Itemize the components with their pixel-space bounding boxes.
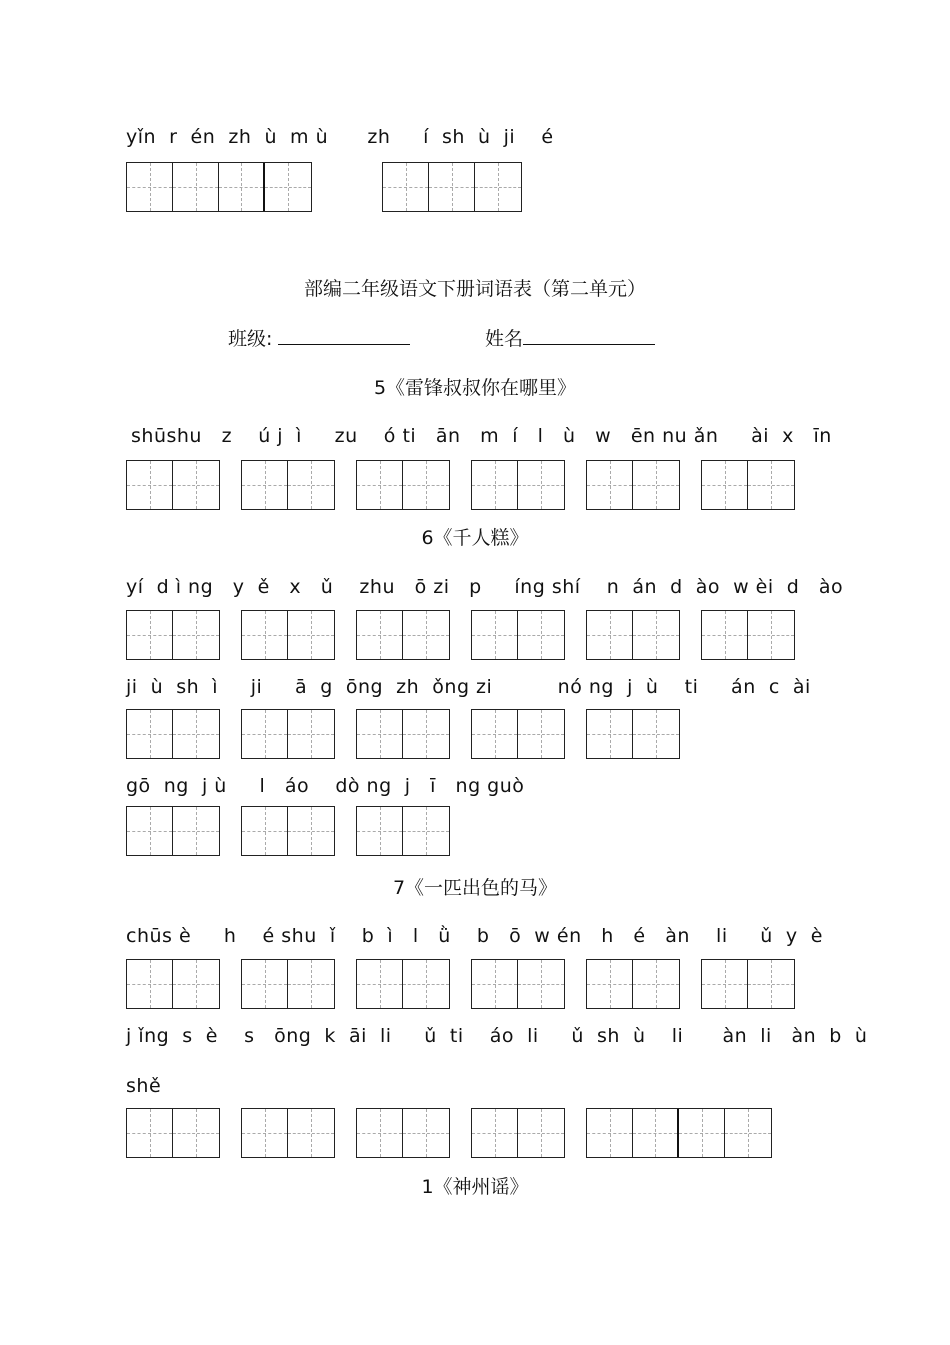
char-box-group[interactable] xyxy=(471,610,565,660)
char-box[interactable] xyxy=(633,1109,679,1157)
name-blank[interactable] xyxy=(523,326,655,345)
char-box-group[interactable] xyxy=(126,1108,220,1158)
char-box[interactable] xyxy=(242,960,288,1008)
lesson-title: 7《一匹出色的马》 xyxy=(392,877,558,899)
char-box[interactable] xyxy=(127,461,173,509)
char-box[interactable] xyxy=(219,163,265,211)
char-box[interactable] xyxy=(748,960,794,1008)
char-box-group[interactable] xyxy=(126,162,312,212)
char-box[interactable] xyxy=(587,710,633,758)
char-box[interactable] xyxy=(518,611,564,659)
char-box[interactable] xyxy=(288,960,334,1008)
char-box[interactable] xyxy=(748,611,794,659)
char-box[interactable] xyxy=(403,1109,449,1157)
char-box[interactable] xyxy=(173,960,219,1008)
char-box[interactable] xyxy=(357,710,403,758)
char-box-group[interactable] xyxy=(471,1108,565,1158)
char-box-group[interactable] xyxy=(356,610,450,660)
char-box[interactable] xyxy=(702,461,748,509)
char-box-group[interactable] xyxy=(586,610,680,660)
char-box[interactable] xyxy=(725,1109,771,1157)
char-box[interactable] xyxy=(288,710,334,758)
char-box-group[interactable] xyxy=(241,460,335,510)
char-box-group[interactable] xyxy=(586,460,680,510)
pinyin-line: ji ù sh ì ji ā g ōng zh ǒng zi nó ng j ù ti án c ài xyxy=(126,676,811,698)
class-field[interactable] xyxy=(228,324,410,351)
char-box[interactable] xyxy=(288,1109,334,1157)
char-box[interactable] xyxy=(587,1109,633,1157)
char-box[interactable] xyxy=(472,461,518,509)
char-box-group[interactable] xyxy=(356,460,450,510)
char-box[interactable] xyxy=(403,461,449,509)
char-box-group[interactable] xyxy=(126,709,220,759)
char-box[interactable] xyxy=(357,611,403,659)
char-box-group[interactable] xyxy=(356,806,450,856)
lesson-title: 5《雷锋叔叔你在哪里》 xyxy=(373,377,577,399)
char-box[interactable] xyxy=(173,461,219,509)
char-box[interactable] xyxy=(173,807,219,855)
pinyin-line-top: yǐn r én zh ù m ù zh í sh ù ji é xyxy=(126,126,554,148)
char-box[interactable] xyxy=(633,710,679,758)
char-box[interactable] xyxy=(633,960,679,1008)
char-box[interactable] xyxy=(127,960,173,1008)
pinyin-line: shě xyxy=(126,1075,162,1097)
char-box-group[interactable] xyxy=(241,959,335,1009)
char-box[interactable] xyxy=(265,163,311,211)
char-box-group[interactable] xyxy=(126,806,220,856)
char-box[interactable] xyxy=(587,611,633,659)
char-box[interactable] xyxy=(472,960,518,1008)
char-box-group[interactable] xyxy=(126,610,220,660)
char-box[interactable] xyxy=(472,710,518,758)
char-box[interactable] xyxy=(127,710,173,758)
char-box[interactable] xyxy=(242,807,288,855)
char-box[interactable] xyxy=(518,1109,564,1157)
char-box-group[interactable] xyxy=(586,709,680,759)
char-box-group[interactable] xyxy=(471,460,565,510)
char-box[interactable] xyxy=(173,611,219,659)
char-box-group[interactable] xyxy=(701,610,795,660)
class-label: 班级: xyxy=(228,328,273,350)
char-box[interactable] xyxy=(242,461,288,509)
char-box[interactable] xyxy=(242,611,288,659)
char-box[interactable] xyxy=(357,807,403,855)
pinyin-line: shūshu z ú j ì zu ó ti ān m í l ù w ēn nu ǎn ài x īn xyxy=(131,425,832,447)
char-box[interactable] xyxy=(587,461,633,509)
char-box[interactable] xyxy=(173,710,219,758)
pinyin-line: j ǐng s è s ōng k āi li ǔ ti áo li ǔ sh ù li àn li àn b ù xyxy=(126,1025,868,1047)
char-box-group[interactable] xyxy=(586,959,680,1009)
char-box[interactable] xyxy=(518,461,564,509)
char-box[interactable] xyxy=(702,611,748,659)
char-box[interactable] xyxy=(127,163,173,211)
name-label: 姓名 xyxy=(485,328,524,350)
char-box[interactable] xyxy=(127,807,173,855)
char-box[interactable] xyxy=(633,461,679,509)
char-box[interactable] xyxy=(679,1109,725,1157)
pinyin-line: yí d ì ng y ě x ǔ zhu ō zi p íng shí n án d ào w èi d ào xyxy=(126,576,844,598)
name-field[interactable] xyxy=(485,324,655,351)
char-box[interactable] xyxy=(702,960,748,1008)
char-box[interactable] xyxy=(127,1109,173,1157)
page-title: 部编二年级语文下册词语表（第二单元） xyxy=(303,278,646,300)
char-box[interactable] xyxy=(472,1109,518,1157)
lesson-title: 6《千人糕》 xyxy=(421,527,529,549)
char-box-group[interactable] xyxy=(356,1108,450,1158)
char-box-group[interactable] xyxy=(356,959,450,1009)
char-box[interactable] xyxy=(748,461,794,509)
char-box[interactable] xyxy=(403,960,449,1008)
char-box[interactable] xyxy=(242,710,288,758)
char-box[interactable] xyxy=(357,960,403,1008)
char-box-group[interactable] xyxy=(241,806,335,856)
char-box[interactable] xyxy=(403,710,449,758)
char-box[interactable] xyxy=(173,163,219,211)
char-box[interactable] xyxy=(403,611,449,659)
char-box[interactable] xyxy=(127,611,173,659)
char-box[interactable] xyxy=(403,807,449,855)
char-box[interactable] xyxy=(633,611,679,659)
char-box-group[interactable] xyxy=(701,959,795,1009)
char-box[interactable] xyxy=(173,1109,219,1157)
char-box-group[interactable] xyxy=(382,162,522,212)
char-box[interactable] xyxy=(518,710,564,758)
char-box-group[interactable] xyxy=(126,460,220,510)
char-box[interactable] xyxy=(472,611,518,659)
char-box-group[interactable] xyxy=(701,460,795,510)
char-box-group[interactable] xyxy=(126,959,220,1009)
pinyin-line: chūs è h é shu ǐ b ì l ǜ b ō w én h é àn li ǔ y è xyxy=(126,925,823,947)
lesson-title: 1《神州谣》 xyxy=(421,1176,529,1198)
char-box[interactable] xyxy=(288,461,334,509)
class-blank[interactable] xyxy=(278,326,410,345)
char-box[interactable] xyxy=(357,461,403,509)
char-box-group[interactable] xyxy=(356,709,450,759)
char-box-group[interactable] xyxy=(241,709,335,759)
char-box[interactable] xyxy=(475,163,521,211)
char-box[interactable] xyxy=(383,163,429,211)
char-box-group[interactable] xyxy=(586,1108,772,1158)
char-box-group[interactable] xyxy=(471,959,565,1009)
char-box[interactable] xyxy=(288,807,334,855)
char-box[interactable] xyxy=(288,611,334,659)
char-box[interactable] xyxy=(518,960,564,1008)
pinyin-line: gō ng j ù l áo dò ng j ī ng guò xyxy=(126,775,525,797)
char-box[interactable] xyxy=(357,1109,403,1157)
char-box-group[interactable] xyxy=(241,1108,335,1158)
char-box-group[interactable] xyxy=(471,709,565,759)
char-box[interactable] xyxy=(587,960,633,1008)
char-box-group[interactable] xyxy=(241,610,335,660)
char-box[interactable] xyxy=(242,1109,288,1157)
char-box[interactable] xyxy=(429,163,475,211)
